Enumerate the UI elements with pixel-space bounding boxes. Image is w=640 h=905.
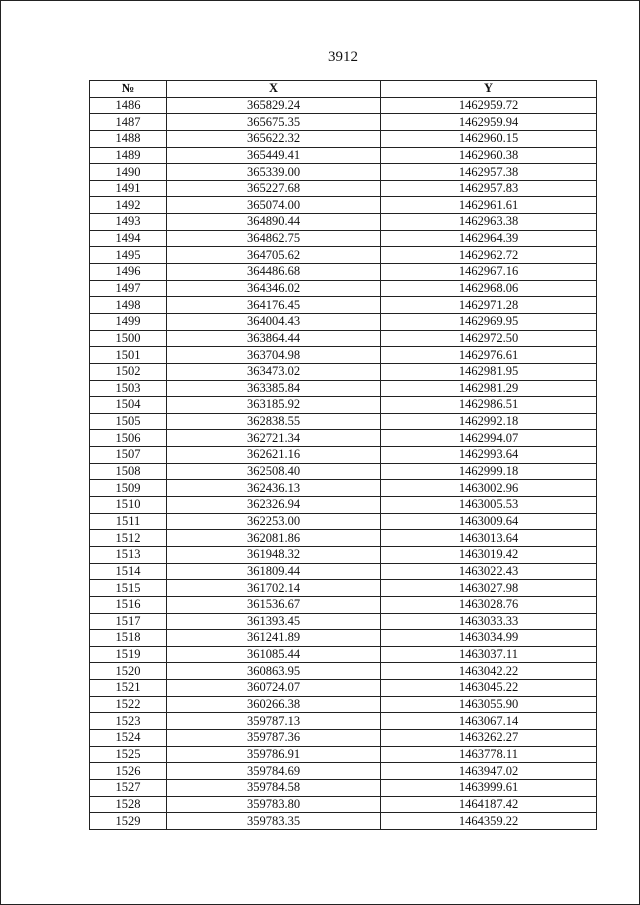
cell-number: 1486 (90, 97, 167, 114)
cell-y: 1462969.95 (381, 313, 597, 330)
cell-x: 359783.35 (167, 813, 381, 830)
cell-number: 1498 (90, 297, 167, 314)
cell-number: 1508 (90, 463, 167, 480)
table-row (90, 796, 597, 813)
header-row (90, 81, 597, 98)
cell-y: 1464359.22 (381, 813, 597, 830)
cell-x: 362508.40 (167, 463, 381, 480)
cell-number: 1520 (90, 663, 167, 680)
cell-y: 1462986.51 (381, 397, 597, 414)
cell-y: 1462981.95 (381, 363, 597, 380)
cell-x: 361948.32 (167, 546, 381, 563)
cell-number: 1493 (90, 214, 167, 231)
cell-number: 1506 (90, 430, 167, 447)
cell-y: 1463027.98 (381, 580, 597, 597)
cell-x: 361241.89 (167, 630, 381, 647)
table-row (90, 630, 597, 647)
cell-number: 1497 (90, 280, 167, 297)
cell-x: 364890.44 (167, 214, 381, 231)
table-row (90, 397, 597, 414)
table-row (90, 347, 597, 364)
table-row (90, 563, 597, 580)
table-row (90, 663, 597, 680)
cell-y: 1463037.11 (381, 646, 597, 663)
table-row (90, 413, 597, 430)
cell-x: 365449.41 (167, 147, 381, 164)
table-row (90, 480, 597, 497)
table-row (90, 214, 597, 231)
cell-number: 1509 (90, 480, 167, 497)
cell-y: 1463778.11 (381, 746, 597, 763)
cell-y: 1462964.39 (381, 230, 597, 247)
table-row (90, 147, 597, 164)
cell-number: 1487 (90, 114, 167, 131)
cell-x: 363185.92 (167, 397, 381, 414)
cell-number: 1516 (90, 596, 167, 613)
cell-number: 1505 (90, 413, 167, 430)
cell-number: 1490 (90, 164, 167, 181)
table-row (90, 813, 597, 830)
cell-x: 365829.24 (167, 97, 381, 114)
cell-x: 359783.80 (167, 796, 381, 813)
cell-number: 1529 (90, 813, 167, 830)
cell-x: 359787.36 (167, 729, 381, 746)
cell-y: 1462993.64 (381, 447, 597, 464)
table-row (90, 380, 597, 397)
table-row (90, 713, 597, 730)
cell-x: 360863.95 (167, 663, 381, 680)
header-x: X (167, 81, 381, 98)
cell-number: 1527 (90, 779, 167, 796)
cell-y: 1462971.28 (381, 297, 597, 314)
table-row (90, 197, 597, 214)
cell-number: 1515 (90, 580, 167, 597)
cell-number: 1510 (90, 497, 167, 514)
cell-x: 361702.14 (167, 580, 381, 597)
cell-number: 1500 (90, 330, 167, 347)
cell-y: 1463033.33 (381, 613, 597, 630)
table-row (90, 613, 597, 630)
cell-x: 365339.00 (167, 164, 381, 181)
table-row (90, 97, 597, 114)
cell-y: 1463009.64 (381, 513, 597, 530)
cell-x: 361393.45 (167, 613, 381, 630)
table-row (90, 280, 597, 297)
cell-y: 1463055.90 (381, 696, 597, 713)
cell-number: 1521 (90, 680, 167, 697)
table-row (90, 363, 597, 380)
table-row (90, 680, 597, 697)
cell-x: 363704.98 (167, 347, 381, 364)
cell-y: 1462963.38 (381, 214, 597, 231)
cell-x: 362838.55 (167, 413, 381, 430)
cell-number: 1496 (90, 264, 167, 281)
cell-y: 1462962.72 (381, 247, 597, 264)
cell-y: 1462960.15 (381, 130, 597, 147)
cell-y: 1462968.06 (381, 280, 597, 297)
cell-x: 364862.75 (167, 230, 381, 247)
cell-x: 364705.62 (167, 247, 381, 264)
cell-x: 360724.07 (167, 680, 381, 697)
cell-x: 365227.68 (167, 180, 381, 197)
table-row (90, 513, 597, 530)
cell-y: 1462992.18 (381, 413, 597, 430)
cell-y: 1462959.94 (381, 114, 597, 131)
table-row (90, 180, 597, 197)
table-row (90, 779, 597, 796)
table-row (90, 646, 597, 663)
cell-y: 1462994.07 (381, 430, 597, 447)
table-row (90, 530, 597, 547)
cell-x: 364346.02 (167, 280, 381, 297)
cell-y: 1463022.43 (381, 563, 597, 580)
cell-number: 1526 (90, 763, 167, 780)
cell-x: 362436.13 (167, 480, 381, 497)
table-body (90, 97, 597, 829)
table-row (90, 430, 597, 447)
cell-number: 1501 (90, 347, 167, 364)
cell-y: 1462957.83 (381, 180, 597, 197)
cell-x: 362081.86 (167, 530, 381, 547)
table-row (90, 580, 597, 597)
cell-y: 1462960.38 (381, 147, 597, 164)
cell-x: 362326.94 (167, 497, 381, 514)
cell-y: 1463013.64 (381, 530, 597, 547)
cell-number: 1491 (90, 180, 167, 197)
cell-y: 1463028.76 (381, 596, 597, 613)
cell-y: 1463067.14 (381, 713, 597, 730)
cell-number: 1511 (90, 513, 167, 530)
cell-x: 359784.69 (167, 763, 381, 780)
cell-x: 364486.68 (167, 264, 381, 281)
cell-x: 362721.34 (167, 430, 381, 447)
cell-x: 359787.13 (167, 713, 381, 730)
cell-number: 1507 (90, 447, 167, 464)
cell-number: 1522 (90, 696, 167, 713)
cell-x: 360266.38 (167, 696, 381, 713)
cell-x: 364176.45 (167, 297, 381, 314)
table-row (90, 763, 597, 780)
cell-y: 1463042.22 (381, 663, 597, 680)
table-row (90, 447, 597, 464)
cell-number: 1518 (90, 630, 167, 647)
cell-number: 1499 (90, 313, 167, 330)
table-row (90, 596, 597, 613)
cell-y: 1463999.61 (381, 779, 597, 796)
cell-y: 1463947.02 (381, 763, 597, 780)
cell-x: 361536.67 (167, 596, 381, 613)
page-number: 3912 (328, 49, 358, 65)
cell-x: 365074.00 (167, 197, 381, 214)
header-number: № (90, 81, 167, 98)
table-header (90, 81, 597, 98)
cell-x: 362253.00 (167, 513, 381, 530)
cell-number: 1523 (90, 713, 167, 730)
cell-y: 1464187.42 (381, 796, 597, 813)
cell-number: 1503 (90, 380, 167, 397)
table-row (90, 696, 597, 713)
cell-x: 364004.43 (167, 313, 381, 330)
cell-number: 1489 (90, 147, 167, 164)
table-row (90, 297, 597, 314)
cell-y: 1463034.99 (381, 630, 597, 647)
cell-x: 365622.32 (167, 130, 381, 147)
coordinates-table (89, 80, 597, 830)
table-row (90, 330, 597, 347)
cell-x: 363385.84 (167, 380, 381, 397)
cell-number: 1528 (90, 796, 167, 813)
cell-x: 365675.35 (167, 114, 381, 131)
cell-number: 1488 (90, 130, 167, 147)
cell-y: 1462957.38 (381, 164, 597, 181)
table-row (90, 230, 597, 247)
cell-y: 1462961.61 (381, 197, 597, 214)
cell-x: 361085.44 (167, 646, 381, 663)
cell-y: 1463019.42 (381, 546, 597, 563)
cell-number: 1513 (90, 546, 167, 563)
cell-y: 1462972.50 (381, 330, 597, 347)
cell-x: 361809.44 (167, 563, 381, 580)
cell-y: 1462981.29 (381, 380, 597, 397)
cell-x: 362621.16 (167, 447, 381, 464)
table-row (90, 164, 597, 181)
cell-y: 1463262.27 (381, 729, 597, 746)
cell-x: 359786.91 (167, 746, 381, 763)
cell-x: 363473.02 (167, 363, 381, 380)
cell-number: 1519 (90, 646, 167, 663)
cell-number: 1502 (90, 363, 167, 380)
cell-x: 363864.44 (167, 330, 381, 347)
table-row (90, 264, 597, 281)
table-row (90, 114, 597, 131)
cell-number: 1517 (90, 613, 167, 630)
cell-y: 1463045.22 (381, 680, 597, 697)
table-row (90, 729, 597, 746)
cell-y: 1462959.72 (381, 97, 597, 114)
cell-number: 1525 (90, 746, 167, 763)
cell-y: 1462999.18 (381, 463, 597, 480)
cell-number: 1512 (90, 530, 167, 547)
table-row (90, 546, 597, 563)
cell-number: 1514 (90, 563, 167, 580)
cell-y: 1462967.16 (381, 264, 597, 281)
table-row (90, 247, 597, 264)
table-row (90, 313, 597, 330)
table-row (90, 130, 597, 147)
cell-x: 359784.58 (167, 779, 381, 796)
cell-number: 1495 (90, 247, 167, 264)
cell-number: 1494 (90, 230, 167, 247)
table-row (90, 746, 597, 763)
cell-number: 1524 (90, 729, 167, 746)
table-row (90, 463, 597, 480)
cell-y: 1462976.61 (381, 347, 597, 364)
table-row (90, 497, 597, 514)
cell-y: 1463005.53 (381, 497, 597, 514)
header-y: Y (381, 81, 597, 98)
cell-number: 1504 (90, 397, 167, 414)
cell-y: 1463002.96 (381, 480, 597, 497)
cell-number: 1492 (90, 197, 167, 214)
